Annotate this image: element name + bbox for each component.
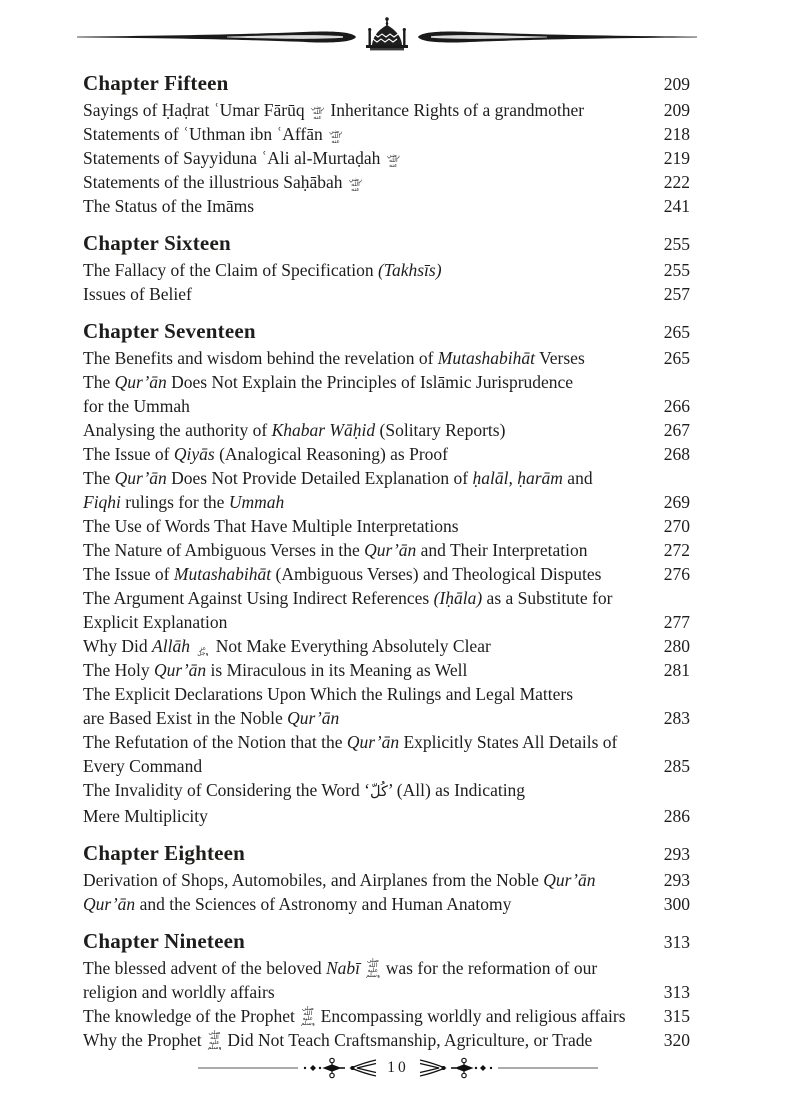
- toc-entry-line: [83, 442, 690, 466]
- chevron-bracket-icon: [351, 1060, 376, 1076]
- entry-title: The Qur’ān Does Not Explain the Principles of Islāmic Jurisprudence: [83, 372, 574, 392]
- italic-term: Ummah: [228, 492, 285, 512]
- entry-page-number: 222: [663, 172, 690, 192]
- chapter-page-number: 209: [663, 74, 690, 94]
- chapter-page-number: 293: [663, 844, 690, 864]
- italic-term: Qur’ān: [346, 732, 400, 752]
- entry-page-number: 265: [663, 348, 690, 368]
- chapter-page-number: 313: [663, 932, 690, 952]
- entry-page-number: 285: [663, 756, 690, 776]
- entry-title: The Issue of Qiyās (Analogical Reasoning) as Proof: [83, 444, 448, 464]
- radi-allahu-anhu-icon: رضي الله عنه: [386, 153, 400, 168]
- entry-title: The Argument Against Using Indirect References (Iḥāla) as a Substitute for: [83, 588, 613, 608]
- dome-ornament-icon: [366, 17, 408, 50]
- radi-allahu-anhu-icon: رضي الله عنه: [348, 177, 362, 192]
- entry-title: Derivation of Shops, Automobiles, and Airplanes from the Noble Qur’ān: [83, 870, 596, 890]
- entry-page-number: 255: [663, 260, 690, 280]
- toc-entry-line: [83, 754, 690, 778]
- toc-entry-line: [83, 370, 690, 394]
- toc-entry-line: [83, 146, 690, 170]
- entry-title: The Status of the Imāms: [83, 196, 255, 216]
- entry-title: The Holy Qur’ān is Miraculous in its Meaning as Well: [83, 660, 468, 680]
- entry-title: The Benefits and wisdom behind the revelation of Mutashabihāt Verses: [83, 348, 585, 368]
- toc-entry-line: [83, 634, 690, 658]
- entry-page-number: 270: [663, 516, 690, 536]
- entry-page-number: 293: [663, 870, 690, 890]
- chapter-heading-title: Chapter Seventeen: [83, 319, 256, 343]
- page-footer: [0, 1056, 796, 1080]
- entry-title: Analysing the authority of Khabar Wāḥid (Solitary Reports): [83, 420, 506, 440]
- footer-flourish-left: [198, 1056, 378, 1080]
- entry-page-number: 281: [663, 660, 690, 680]
- entry-page-number: 300: [663, 894, 690, 914]
- entry-title: The Nature of Ambiguous Verses in the Qur’ān and Their Interpretation: [83, 540, 588, 560]
- sallallahu-alayhi-wasallam-icon: صلى الله عليه وسلم: [300, 1006, 315, 1026]
- toc-entry-line: [83, 418, 690, 442]
- entry-title: Why Did Allāh عز وجل Not Make Everything Absolutely Clear: [83, 636, 491, 656]
- italic-term: Qur’ān: [114, 468, 167, 488]
- chapter-heading-row: [83, 230, 690, 258]
- italic-term: (Takhsīs): [377, 260, 442, 280]
- entry-title: Qur’ān and the Sciences of Astronomy and Human Anatomy: [83, 894, 512, 914]
- italic-term: Qur’ān: [83, 894, 136, 914]
- entry-page-number: 268: [663, 444, 690, 464]
- table-of-contents: [83, 70, 690, 1052]
- italic-term: Mutashabihāt: [437, 348, 536, 368]
- toc-entry-line: [83, 258, 690, 282]
- italic-term: Fiqhi: [83, 492, 121, 512]
- entry-title: are Based Exist in the Noble Qur’ān: [83, 708, 340, 728]
- chapter-heading-row: [83, 70, 690, 98]
- italic-term: Qur’ān: [114, 372, 167, 392]
- entry-title: The Invalidity of Considering the Word ‘كُلّ’ (All) as Indicating: [83, 780, 526, 800]
- toc-entry-line: [83, 514, 690, 538]
- italic-term: Qur’ān: [287, 708, 340, 728]
- entry-title: religion and worldly affairs: [83, 982, 275, 1002]
- sallallahu-alayhi-wasallam-icon: صلى الله عليه وسلم: [365, 958, 380, 978]
- entry-title: Statements of Sayyiduna ʿAli al-Murtaḍah رضي الله عنه: [83, 148, 400, 168]
- toc-entry-line: [83, 956, 690, 980]
- toc-entry-line: [83, 706, 690, 730]
- chapter-page-number: 255: [663, 234, 690, 254]
- azza-wa-jall-icon: عز وجل: [197, 646, 209, 656]
- italic-term: ḥalāl, ḥarām: [472, 468, 563, 488]
- entry-title: for the Ummah: [83, 396, 190, 416]
- entry-title: Statements of the illustrious Saḥābah رضي الله عنه: [83, 172, 362, 192]
- entry-page-number: 272: [663, 540, 690, 560]
- entry-page-number: 283: [663, 708, 690, 728]
- toc-entry-line: [83, 562, 690, 586]
- toc-entry-line: [83, 778, 690, 804]
- italic-term: Khabar Wāḥid: [271, 420, 376, 440]
- italic-term: (Iḥāla): [433, 588, 483, 608]
- toc-entry-line: [83, 122, 690, 146]
- italic-term: Qur’ān: [153, 660, 207, 680]
- entry-page-number: 209: [663, 100, 690, 120]
- entry-page-number: 286: [663, 806, 690, 826]
- entry-title: Why the Prophet صلى الله عليه وسلم Did Not Teach Craftsmanship, Agriculture, or Trade: [83, 1030, 593, 1050]
- toc-entry-line: [83, 282, 690, 306]
- entry-title: Every Command: [83, 756, 203, 776]
- arabic-word: كُلّ: [369, 784, 388, 800]
- entry-page-number: 315: [663, 1006, 690, 1026]
- entry-title: Mere Multiplicity: [83, 806, 208, 826]
- entry-page-number: 257: [663, 284, 690, 304]
- entry-title: Statements of ʿUthman ibn ʿAffān رضي الله عنه: [83, 124, 343, 144]
- entry-page-number: 266: [663, 396, 690, 416]
- entry-page-number: 218: [663, 124, 690, 144]
- entry-title: The Refutation of the Notion that the Qur’ān Explicitly States All Details of: [83, 732, 618, 752]
- toc-entry-line: [83, 194, 690, 218]
- italic-term: Mutashabihāt: [173, 564, 272, 584]
- toc-entry-line: [83, 170, 690, 194]
- chapter-heading-title: Chapter Nineteen: [83, 929, 246, 953]
- chapter-heading-row: [83, 840, 690, 868]
- fleuron-icon: [451, 1058, 472, 1077]
- toc-entry-line: [83, 538, 690, 562]
- entry-title: The Explicit Declarations Upon Which the Rulings and Legal Matters: [83, 684, 574, 704]
- italic-term: Nabī: [325, 958, 361, 978]
- toc-entry-line: [83, 804, 690, 828]
- italic-term: Qur’ān: [364, 540, 417, 560]
- toc-entry-line: [83, 868, 690, 892]
- header-ornament-dome-rule: [77, 16, 697, 58]
- entry-page-number: 313: [663, 982, 690, 1002]
- entry-title: The Use of Words That Have Multiple Interpretations: [83, 516, 459, 536]
- toc-entry-line: [83, 346, 690, 370]
- footer-flourish-right: [418, 1056, 598, 1080]
- entry-page-number: 241: [663, 196, 690, 216]
- page-number: 10: [387, 1059, 409, 1076]
- toc-entry-line: [83, 394, 690, 418]
- entry-title: Explicit Explanation: [83, 612, 228, 632]
- toc-entry-line: [83, 682, 690, 706]
- entry-page-number: 269: [663, 492, 690, 512]
- entry-page-number: 267: [663, 420, 690, 440]
- entry-title: The Issue of Mutashabihāt (Ambiguous Verses) and Theological Disputes: [83, 564, 602, 584]
- entry-page-number: 280: [663, 636, 690, 656]
- entry-page-number: 276: [663, 564, 690, 584]
- toc-entry-line: [83, 98, 690, 122]
- toc-entry-line: [83, 586, 690, 610]
- entry-page-number: 277: [663, 612, 690, 632]
- toc-entry-line: [83, 730, 690, 754]
- toc-entry-line: [83, 892, 690, 916]
- entry-page-number: 320: [663, 1030, 690, 1050]
- radi-allahu-anhu-icon: رضي الله عنه: [311, 105, 324, 120]
- entry-page-number: 219: [663, 148, 690, 168]
- toc-entry-line: [83, 490, 690, 514]
- entry-title: The knowledge of the Prophet صلى الله عليه وسلم Encompassing worldly and religious affairs: [83, 1006, 626, 1026]
- toc-entry-line: [83, 466, 690, 490]
- italic-term: Qur’ān: [543, 870, 596, 890]
- italic-term: Qiyās: [173, 444, 215, 464]
- italic-term: Allāh: [152, 636, 190, 656]
- radi-allahu-anhu-icon: رضي الله عنه: [329, 129, 343, 144]
- toc-entry-line: [83, 658, 690, 682]
- fleuron-icon: [324, 1058, 345, 1077]
- entry-title: Issues of Belief: [83, 284, 192, 304]
- chapter-heading-row: [83, 928, 690, 956]
- chevron-bracket-icon: [420, 1060, 445, 1076]
- entry-title: Fiqhi rulings for the Ummah: [83, 492, 285, 512]
- chapter-page-number: 265: [663, 322, 690, 342]
- toc-entry-line: [83, 1028, 690, 1052]
- chapter-heading-title: Chapter Eighteen: [83, 841, 246, 865]
- chapter-heading-row: [83, 318, 690, 346]
- chapter-heading-title: Chapter Fifteen: [83, 71, 229, 95]
- entry-title: The Qur’ān Does Not Provide Detailed Explanation of ḥalāl, ḥarām and: [83, 468, 593, 488]
- sallallahu-alayhi-wasallam-icon: صلى الله عليه وسلم: [207, 1030, 222, 1050]
- toc-entry-line: [83, 980, 690, 1004]
- entry-title: Sayings of Ḥaḍrat ʿUmar Fārūq رضي الله عنه Inheritance Rights of a grandmother: [83, 100, 585, 120]
- toc-entry-line: [83, 610, 690, 634]
- entry-title: The Fallacy of the Claim of Specification (Takhsīs): [83, 260, 442, 280]
- chapter-heading-title: Chapter Sixteen: [83, 231, 231, 255]
- toc-entry-line: [83, 1004, 690, 1028]
- entry-title: The blessed advent of the beloved Nabī صلى الله عليه وسلم was for the reformation of our: [83, 958, 598, 978]
